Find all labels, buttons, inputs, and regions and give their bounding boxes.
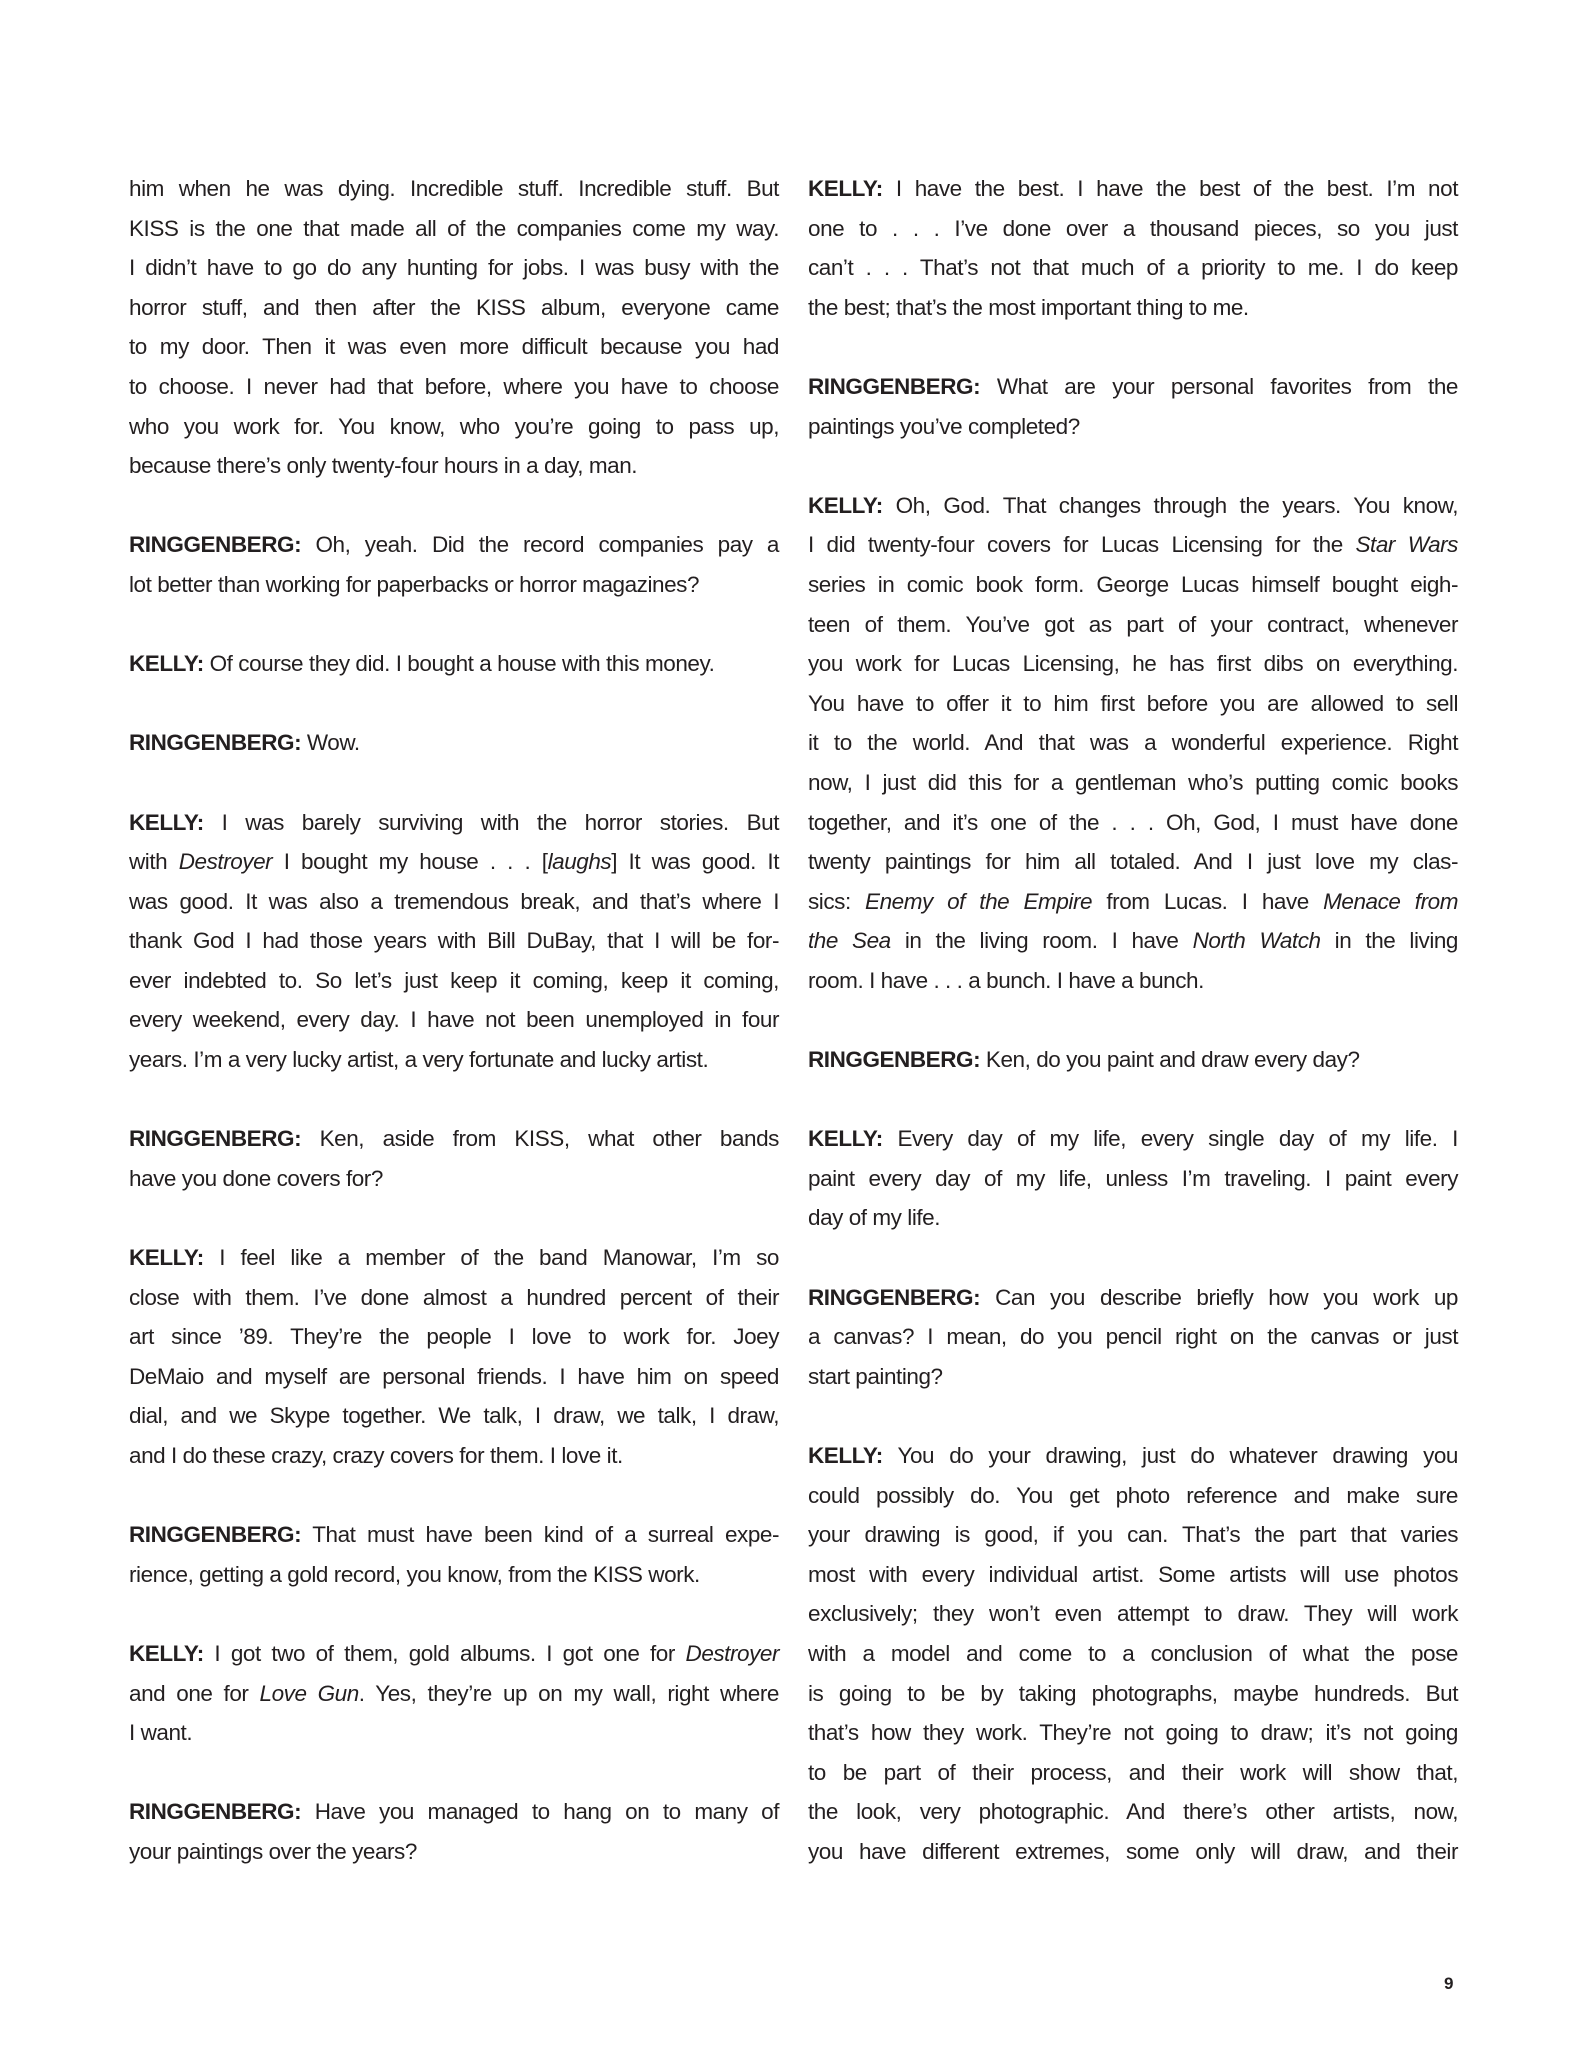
interview-paragraph [129, 1515, 779, 1594]
text-line [808, 1317, 1458, 1357]
text-run: ever indebted to. So let’s just keep it coming, keep it coming, [129, 967, 779, 993]
text-line [129, 1832, 779, 1872]
right-column [808, 169, 1458, 1911]
speaker-label: KELLY: [129, 809, 204, 835]
text-line [808, 1357, 1458, 1397]
text-run: . Yes, they’re up on my wall, right where [358, 1680, 779, 1706]
text-run: Wow. [301, 730, 360, 756]
speaker-label: KELLY: [808, 1443, 883, 1468]
text-run: You do your drawing, just do whatever drawing you [882, 1443, 1458, 1468]
text-line [808, 921, 1458, 961]
italic-title: Star Wars [1355, 532, 1458, 558]
text-run: I didn’t have to go do any hunting for jobs. I was busy with the [129, 255, 779, 281]
text-line [129, 446, 779, 486]
text-run: Oh, yeah. Did the record companies pay a [301, 532, 779, 558]
interview-paragraph [808, 1436, 1458, 1872]
interview-paragraph [129, 1238, 779, 1476]
text-line [129, 169, 779, 209]
text-line [808, 525, 1458, 565]
interview-paragraph [808, 1119, 1458, 1238]
text-line [129, 961, 779, 1001]
text-run: close with them. I’ve done almost a hundred percent of their [129, 1284, 779, 1310]
text-run: You have to offer it to him first before you are allowed to sell [808, 690, 1458, 716]
text-line [808, 763, 1458, 803]
speaker-label: RINGGENBERG: [129, 532, 302, 558]
text-run: in the living room. I have [890, 928, 1193, 954]
text-run: Can you describe briefly how you work up [980, 1284, 1458, 1310]
text-line [129, 1634, 779, 1674]
text-run: to choose. I never had that before, where you have to choose [129, 373, 779, 399]
text-line [129, 525, 779, 565]
interview-paragraph [808, 486, 1458, 1001]
text-run: lot better than working for paperbacks or horror magazines? [129, 571, 700, 597]
text-run: most with every individual artist. Some artists will use photos [808, 1561, 1458, 1587]
text-line [129, 1000, 779, 1040]
text-run: paint every day of my life, unless I’m traveling. I paint every [808, 1165, 1458, 1191]
text-run: from Lucas. I have [1092, 888, 1324, 914]
interview-paragraph [129, 803, 779, 1080]
text-line [129, 407, 779, 447]
text-line [129, 842, 779, 882]
text-line [808, 1753, 1458, 1793]
text-run: KISS is the one that made all of the companies come my way. [129, 215, 779, 241]
text-run: the look, very photographic. And there’s other artists, now, [808, 1799, 1458, 1825]
text-line [808, 248, 1458, 288]
text-run: start painting? [808, 1363, 943, 1389]
text-run: the best; that’s the most important thing to me. [808, 294, 1249, 320]
text-run: with [129, 849, 179, 875]
text-run: room. I have . . . a bunch. I have a bunch. [808, 967, 1204, 993]
text-run: DeMaio and myself are personal friends. I have him on speed [129, 1363, 779, 1389]
interview-paragraph [129, 644, 779, 684]
speaker-label: RINGGENBERG: [808, 1284, 981, 1310]
italic-title: Love Gun [259, 1680, 359, 1706]
text-run: day of my life. [808, 1205, 941, 1231]
text-line [808, 1832, 1458, 1872]
text-line [808, 1040, 1458, 1080]
text-line [808, 367, 1458, 407]
speaker-label: RINGGENBERG: [129, 1522, 302, 1548]
text-run: I feel like a member of the band Manowar, I’m so [203, 1245, 779, 1271]
text-run: What are your personal favorites from the [980, 373, 1458, 399]
text-line [808, 486, 1458, 526]
text-line [129, 1792, 779, 1832]
text-run: years. I’m a very lucky artist, a very fortunate and lucky artist. [129, 1047, 709, 1073]
text-run: your paintings over the years? [129, 1838, 417, 1864]
interview-paragraph [129, 525, 779, 604]
speaker-label: RINGGENBERG: [129, 1126, 302, 1152]
speaker-label: KELLY: [808, 1126, 883, 1152]
text-run: to my door. Then it was even more difficult because you had [129, 334, 779, 360]
text-run: teen of them. You’ve got as part of your contract, whenever [808, 611, 1458, 637]
italic-title: Destroyer [178, 849, 273, 875]
text-run: you work for Lucas Licensing, he has first dibs on everything. [808, 651, 1458, 677]
text-line [808, 407, 1458, 447]
text-run: Ken, aside from KISS, what other bands [301, 1126, 779, 1152]
text-run: rience, getting a gold record, you know, from the KISS work. [129, 1561, 700, 1587]
text-line [808, 1594, 1458, 1634]
text-run: every weekend, every day. I have not been unemployed in four [129, 1007, 779, 1033]
text-line [808, 644, 1458, 684]
text-run: sics: [808, 888, 866, 914]
text-run: in the living [1320, 928, 1458, 954]
italic-title: the Sea [808, 928, 891, 954]
text-line [129, 1159, 779, 1199]
text-run: together, and it’s one of the . . . Oh, God, I must have done [808, 809, 1458, 835]
interview-paragraph [808, 169, 1458, 327]
text-run: thank God I had those years with Bill DuBay, that I will be for- [129, 928, 779, 954]
text-run: who you work for. You know, who you’re going to pass up, [129, 413, 779, 439]
speaker-label: RINGGENBERG: [808, 1047, 981, 1073]
text-run: it to the world. And that was a wonderful experience. Right [808, 730, 1458, 756]
italic-title: Destroyer [685, 1640, 779, 1666]
text-line [808, 1555, 1458, 1595]
text-line [129, 1238, 779, 1278]
text-line [129, 327, 779, 367]
text-run: can’t . . . That’s not that much of a priority to me. I do keep [808, 255, 1458, 281]
italic-title: North Watch [1192, 928, 1321, 954]
text-run: twenty paintings for him all totaled. And I just love my clas- [808, 849, 1458, 875]
interview-paragraph [129, 169, 779, 486]
text-line [808, 1119, 1458, 1159]
text-run: is going to be by taking photographs, maybe hundreds. But [808, 1680, 1458, 1706]
text-run: Every day of my life, every single day of my life. I [882, 1126, 1458, 1152]
text-line [808, 288, 1458, 328]
text-line [808, 1278, 1458, 1318]
text-run: Of course they did. I bought a house with this money. [203, 651, 715, 677]
italic-title: laughs [547, 849, 612, 875]
text-line [808, 1436, 1458, 1476]
interview-paragraph [129, 723, 779, 763]
text-line [129, 1555, 779, 1595]
text-run: you have different extremes, some only will draw, and their [808, 1838, 1458, 1864]
text-line [808, 209, 1458, 249]
text-line [129, 1317, 779, 1357]
text-line [808, 1159, 1458, 1199]
text-run: Ken, do you paint and draw every day? [980, 1047, 1360, 1073]
text-run: Have you managed to hang on to many of [301, 1799, 779, 1825]
text-run: and I do these crazy, crazy covers for them. I love it. [129, 1443, 623, 1468]
text-run: horror stuff, and then after the KISS album, everyone came [129, 294, 779, 320]
interview-paragraph [129, 1792, 779, 1871]
text-run: and one for [129, 1680, 260, 1706]
text-line [129, 723, 779, 763]
text-line [808, 1476, 1458, 1516]
text-line [129, 367, 779, 407]
text-line [129, 209, 779, 249]
left-column [129, 169, 779, 1911]
text-run: dial, and we Skype together. We talk, I draw, we talk, I draw, [129, 1403, 779, 1429]
text-run: one to . . . I’ve done over a thousand pieces, so you just [808, 215, 1458, 241]
text-line [129, 1278, 779, 1318]
text-run: Oh, God. That changes through the years. You know, [882, 492, 1458, 518]
text-line [129, 248, 779, 288]
text-run: have you done covers for? [129, 1165, 383, 1191]
page-number: 9 [1444, 1974, 1454, 1993]
text-run: I was barely surviving with the horror stories. But [203, 809, 779, 835]
text-line [129, 1357, 779, 1397]
italic-title: Enemy of the Empire [865, 888, 1093, 914]
interview-paragraph [129, 1634, 779, 1753]
text-run: I got two of them, gold albums. I got one for [203, 1640, 686, 1666]
speaker-label: KELLY: [808, 492, 883, 518]
text-line [808, 723, 1458, 763]
speaker-label: KELLY: [129, 1245, 204, 1271]
text-run: I have the best. I have the best of the best. I’m not [882, 176, 1458, 201]
text-run: paintings you’ve completed? [808, 413, 1080, 439]
text-line [129, 1396, 779, 1436]
speaker-label: RINGGENBERG: [129, 730, 302, 756]
speaker-label: KELLY: [129, 1640, 204, 1666]
text-line [808, 842, 1458, 882]
text-line [129, 644, 779, 684]
text-line [808, 565, 1458, 605]
text-run: your drawing is good, if you can. That’s the part that varies [808, 1522, 1458, 1548]
text-run: to be part of their process, and their work will show that, [808, 1759, 1458, 1785]
text-line [808, 1674, 1458, 1714]
text-line [129, 921, 779, 961]
text-line [808, 1198, 1458, 1238]
text-line [808, 169, 1458, 209]
text-run: I bought my house . . . [ [272, 849, 548, 875]
speaker-label: KELLY: [808, 176, 883, 201]
text-line [129, 803, 779, 843]
text-line [808, 803, 1458, 843]
text-line [129, 1515, 779, 1555]
text-line [808, 882, 1458, 922]
text-run: could possibly do. You get photo reference and make sure [808, 1482, 1458, 1508]
text-run: was good. It was also a tremendous break, and that’s where I [129, 888, 779, 914]
text-line [129, 1674, 779, 1714]
text-run: That must have been kind of a surreal expe- [301, 1522, 779, 1548]
text-run: I did twenty-four covers for Lucas Licensing for the [808, 532, 1356, 558]
speaker-label: RINGGENBERG: [129, 1799, 302, 1825]
speaker-label: KELLY: [129, 651, 204, 677]
text-line [808, 1713, 1458, 1753]
text-run: exclusively; they won’t even attempt to draw. They will work [808, 1601, 1458, 1627]
text-line [129, 882, 779, 922]
speaker-label: RINGGENBERG: [808, 373, 981, 399]
italic-title: Menace from [1323, 888, 1458, 914]
text-run: art since ’89. They’re the people I love to work for. Joey [129, 1324, 779, 1350]
text-run: ] It was good. It [611, 849, 779, 875]
text-run: I want. [129, 1720, 193, 1746]
text-run: that’s how they work. They’re not going to draw; it’s not going [808, 1720, 1458, 1746]
text-run: because there’s only twenty-four hours in a day, man. [129, 453, 638, 479]
text-line [129, 1119, 779, 1159]
text-line [129, 1040, 779, 1080]
interview-paragraph [129, 1119, 779, 1198]
text-run: him when he was dying. Incredible stuff. Incredible stuff. But [129, 176, 779, 201]
interview-paragraph [808, 1278, 1458, 1397]
text-line [129, 1436, 779, 1476]
text-line [129, 565, 779, 605]
text-run: series in comic book form. George Lucas himself bought eigh- [808, 571, 1458, 597]
text-line [808, 1792, 1458, 1832]
text-run: a canvas? I mean, do you pencil right on the canvas or just [808, 1324, 1458, 1350]
text-line [808, 1515, 1458, 1555]
text-line [808, 1634, 1458, 1674]
interview-paragraph [808, 367, 1458, 446]
text-line [808, 605, 1458, 645]
text-run: with a model and come to a conclusion of what the pose [808, 1640, 1458, 1666]
text-line [808, 684, 1458, 724]
interview-paragraph [808, 1040, 1458, 1080]
text-line [808, 961, 1458, 1001]
text-line [129, 288, 779, 328]
text-line [129, 1713, 779, 1753]
text-run: now, I just did this for a gentleman who’s putting comic books [808, 769, 1458, 795]
